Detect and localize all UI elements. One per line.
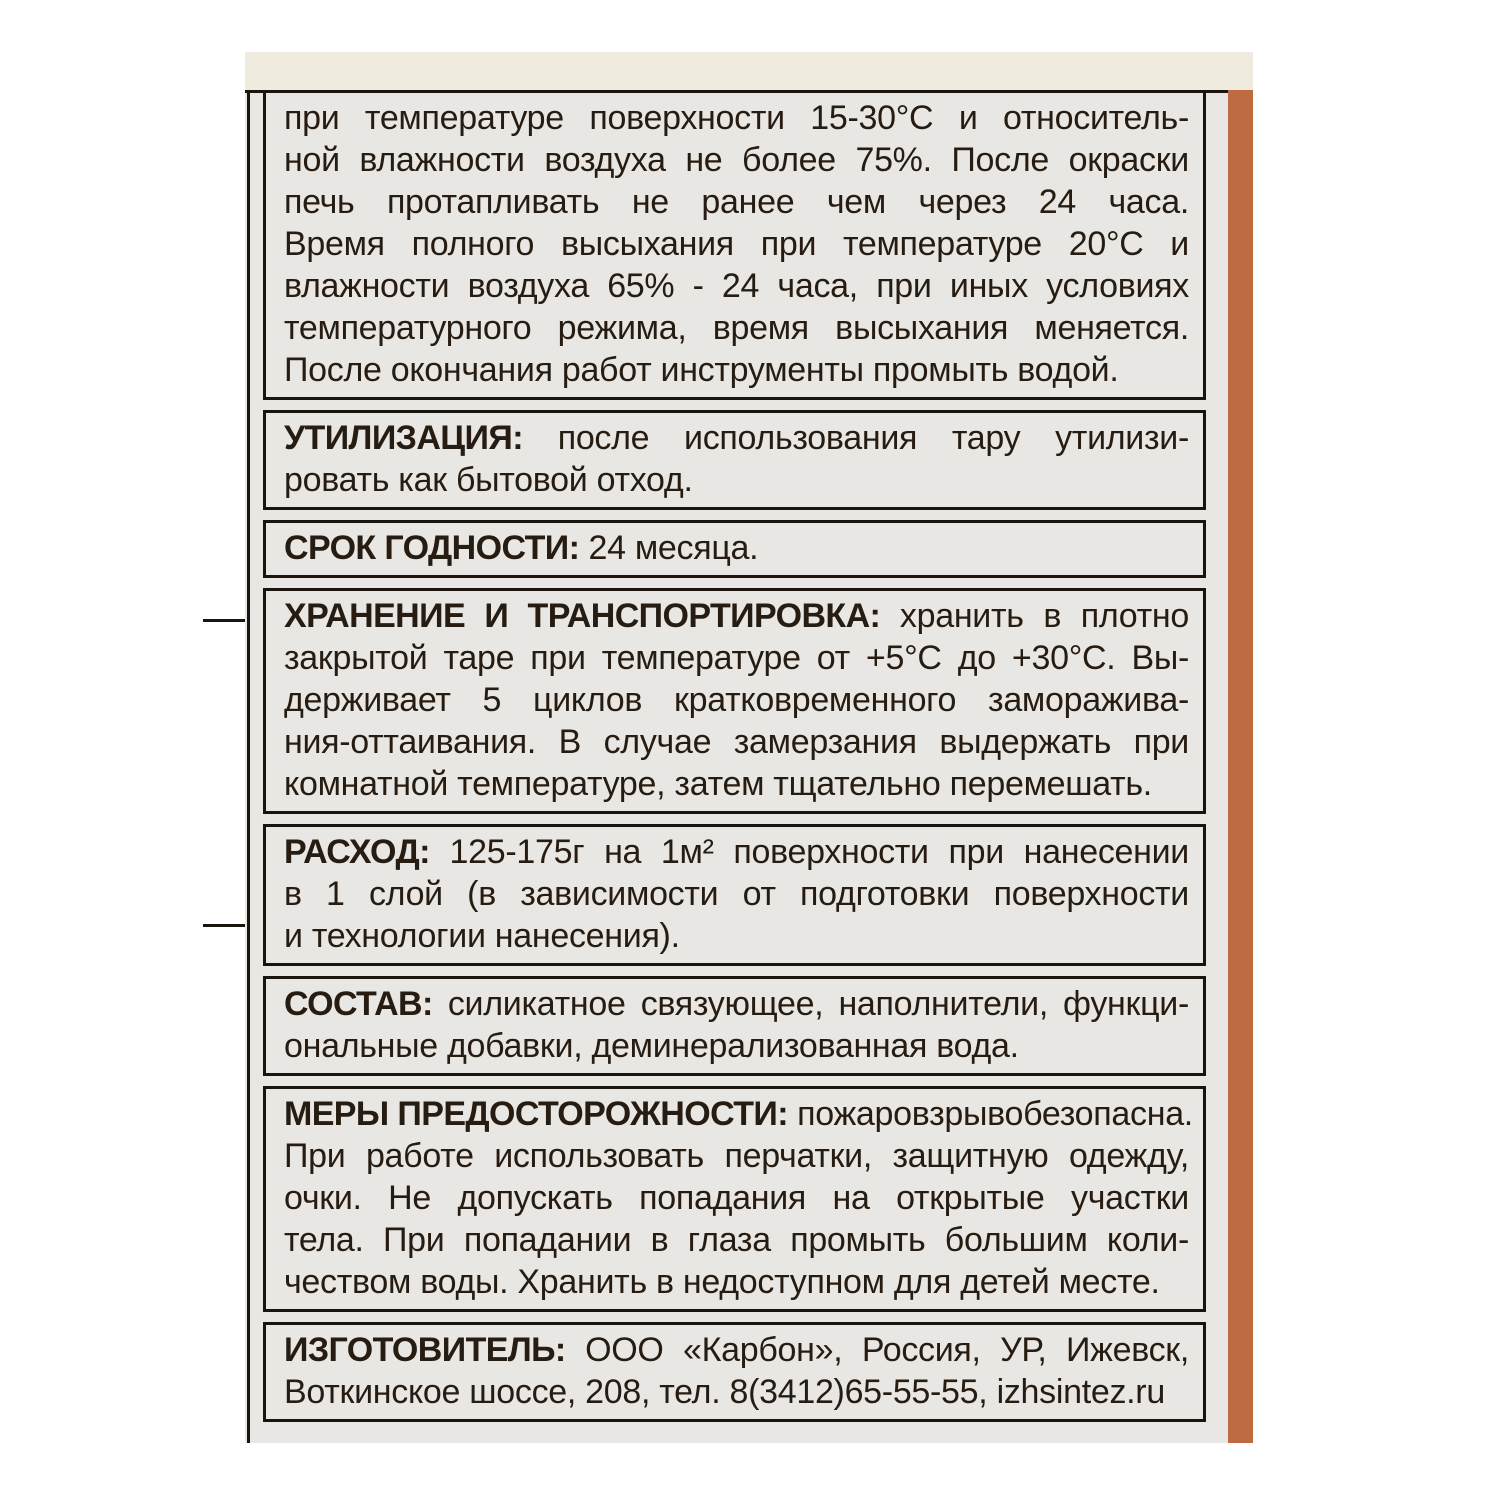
section-application-conditions — [263, 90, 1206, 400]
text-line — [284, 307, 1189, 349]
line-text: в 1 слой (в зависимости от подготовки поверхности — [284, 875, 1189, 913]
text-line — [284, 349, 1189, 391]
text-line — [284, 181, 1189, 223]
text-line — [284, 1177, 1189, 1219]
text-line — [284, 417, 1189, 459]
label-body — [245, 90, 1228, 1443]
line-text: печь протапливать не ранее чем через 24 часа. — [284, 183, 1189, 221]
line-text: влажности воздуха 65% - 24 часа, при иных условиях — [284, 267, 1189, 305]
left-crop-mark — [203, 924, 247, 927]
text-line — [284, 527, 1189, 569]
line-text: очки. Не допускать попадания на открытые участки — [284, 1179, 1189, 1217]
line-text: комнатной температуре, затем тщательно перемешать. — [284, 765, 1152, 803]
line-text: держивает 5 циклов кратковременного заморажива- — [284, 681, 1189, 719]
line-text: 125-175г на 1м² поверхности при нанесении — [449, 833, 1189, 871]
label-sections — [263, 90, 1206, 1432]
text-line — [284, 637, 1189, 679]
text-line — [284, 1261, 1189, 1303]
line-text: чеством воды. Хранить в недоступном для детей месте. — [284, 1263, 1160, 1301]
line-text: и технологии нанесения). — [284, 917, 680, 955]
section-shelf-life — [263, 520, 1206, 578]
text-line — [284, 1135, 1189, 1177]
text-line — [284, 763, 1189, 805]
text-line — [284, 721, 1189, 763]
line-text: хранить в плотно — [899, 597, 1189, 635]
section-consumption — [263, 824, 1206, 966]
line-text: ровать как бытовой отход. — [284, 461, 693, 499]
text-line — [284, 223, 1189, 265]
line-text: После окончания работ инструменты промыть водой. — [284, 351, 1119, 389]
text-line — [284, 1219, 1189, 1261]
line-text: ной влажности воздуха не более 75%. После окраски — [284, 141, 1189, 179]
text-line — [284, 915, 1189, 957]
section-utilization — [263, 410, 1206, 510]
label-top-edge — [245, 52, 1253, 90]
product-label — [245, 52, 1253, 1443]
line-text: после использования тару утилизи- — [557, 419, 1189, 457]
section-heading: СРОК ГОДНОСТИ: — [284, 529, 580, 567]
section-storage-transport — [263, 588, 1206, 814]
section-heading: УТИЛИЗАЦИЯ: — [284, 419, 523, 457]
text-line — [284, 1329, 1189, 1371]
line-text: температурного режима, время высыхания меняется. — [284, 309, 1189, 347]
text-line — [284, 265, 1189, 307]
text-line — [284, 831, 1189, 873]
text-line — [284, 139, 1189, 181]
text-line — [284, 1093, 1193, 1135]
section-heading: МЕРЫ ПРЕДОСТОРОЖНОСТИ: — [284, 1095, 788, 1133]
section-heading: РАСХОД: — [284, 833, 430, 871]
line-text: пожаровзрывобезопасна. — [797, 1095, 1193, 1133]
line-text: Время полного высыхания при температуре 20°С и — [284, 225, 1189, 263]
line-text: тела. При попадании в глаза промыть большим коли- — [284, 1221, 1189, 1259]
section-heading: СОСТАВ: — [284, 985, 433, 1023]
text-line — [284, 1025, 1189, 1067]
line-text: при температуре поверхности 15-30°С и относитель- — [284, 99, 1189, 137]
terracotta-side-strip — [1228, 90, 1253, 1443]
text-line — [284, 97, 1189, 139]
text-line — [284, 595, 1189, 637]
section-heading: ХРАНЕНИЕ И ТРАНСПОРТИРОВКА: — [284, 597, 881, 635]
line-text: силикатное связующее, наполнители, функци- — [447, 985, 1189, 1023]
left-border-rule — [247, 90, 250, 1443]
section-manufacturer — [263, 1322, 1206, 1422]
text-line — [284, 459, 1189, 501]
left-crop-mark — [203, 619, 247, 622]
line-text: При работе использовать перчатки, защитную одежду, — [284, 1137, 1189, 1175]
text-line — [284, 679, 1189, 721]
line-text: закрытой таре при температуре от +5°С до +30°С. Вы- — [284, 639, 1189, 677]
line-text: Воткинское шоссе, 208, тел. 8(3412)65-55-55, izhsintez.ru — [284, 1373, 1165, 1411]
section-heading: ИЗГОТОВИТЕЛЬ: — [284, 1331, 566, 1369]
text-line — [284, 873, 1189, 915]
line-text: 24 месяца. — [588, 529, 759, 567]
section-composition — [263, 976, 1206, 1076]
line-text: ООО «Карбон», Россия, УР, Ижевск, — [585, 1331, 1189, 1369]
text-line — [284, 983, 1189, 1025]
line-text: ния-оттаивания. В случае замерзания выдержать при — [284, 723, 1189, 761]
line-text: ональные добавки, деминерализованная вода. — [284, 1027, 1019, 1065]
text-line — [284, 1371, 1189, 1413]
section-precautions — [263, 1086, 1206, 1312]
